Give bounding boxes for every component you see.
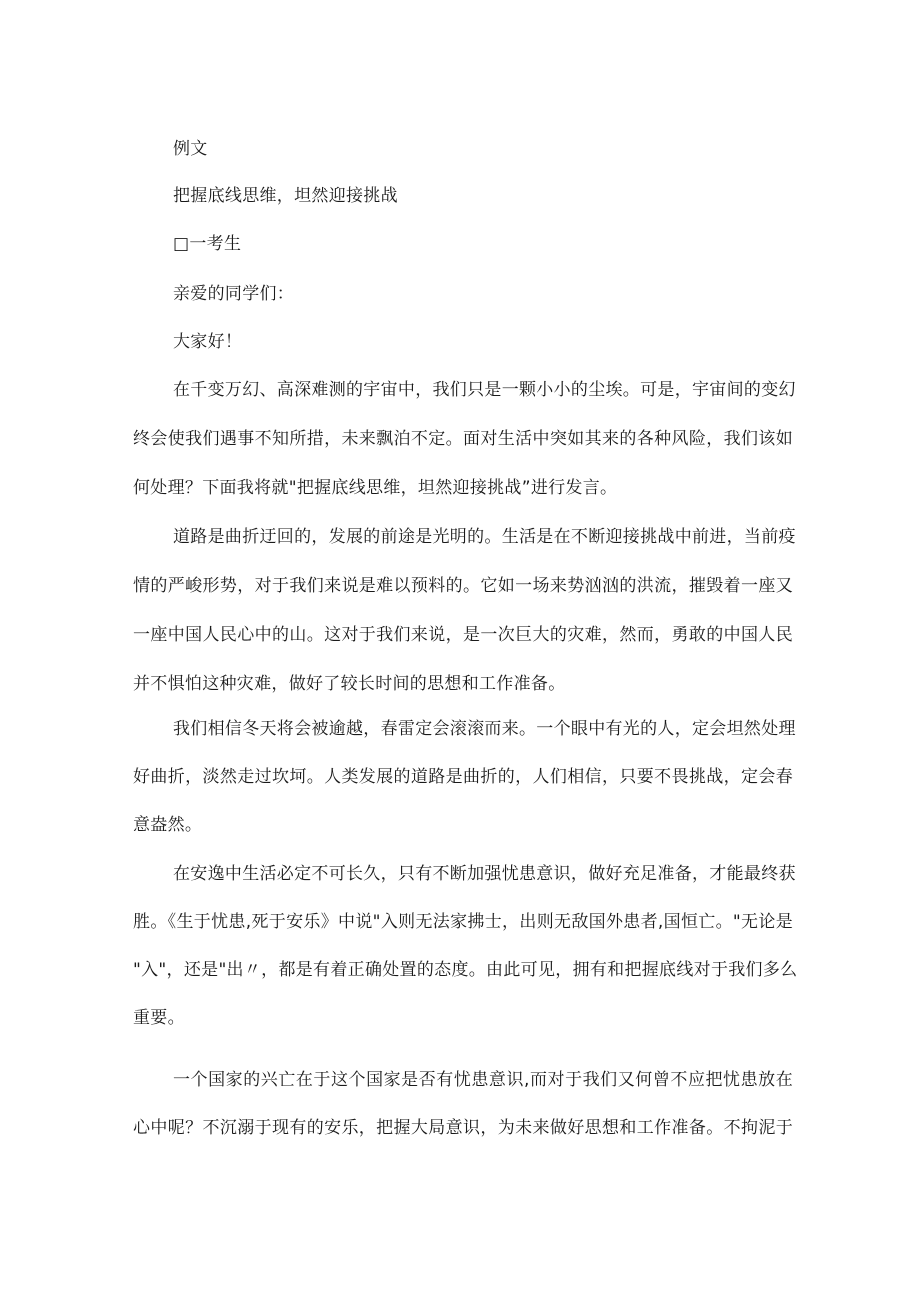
paragraph-2-line-2: 情的严峻形势，对于我们来说是难以预料的。它如一场来势汹汹的洪流，摧毁着一座又 [133, 576, 793, 596]
paragraph-3-line-2: 好曲折，淡然走过坎坷。人类发展的道路是曲折的，人们相信，只要不畏挑战，定会春 [133, 767, 793, 787]
paragraph-1-line-2: 终会使我们遇事不知所措，未来飘泊不定。面对生活中突如其来的各种风险，我们该如 [133, 429, 793, 449]
paragraph-2-line-3: 一座中国人民心中的山。这对于我们来说，是一次巨大的灾难，然而，勇敢的中国人民 [133, 625, 793, 645]
paragraph-4-line-4: 重要。 [133, 1008, 185, 1028]
salutation-hello: 大家好！ [173, 332, 243, 352]
paragraph-2-line-1: 道路是曲折迂回的，发展的前途是光明的。生活是在不断迎接挑战中前进，当前疫 [173, 527, 796, 547]
paragraph-1-line-1: 在千变万幻、高深难测的宇宙中，我们只是一颗小小的尘埃。可是，宇宙间的变幻 [173, 380, 796, 400]
paragraph-4-line-1: 在安逸中生活必定不可长久，只有不断加强忧患意识，做好充足准备，才能最终获 [173, 864, 796, 884]
paragraph-3-line-3: 意盎然。 [133, 815, 203, 835]
paragraph-4-line-2: 胜。《生于忧患,死于安乐》中说"入则无法家拂士，出则无敌国外患者,国恒亡。"无论是 [133, 912, 793, 932]
author-line: □一考生 [173, 234, 242, 254]
salutation-greeting: 亲爱的同学们： [173, 284, 295, 304]
section-label: 例文 [173, 139, 208, 159]
paragraph-2-line-4: 并不惧怕这种灾难，做好了较长时间的思想和工作准备。 [133, 674, 566, 694]
paragraph-4-line-3: "入"，还是"出〃，都是有着正确处置的态度。由此可见，拥有和把握底线对于我们多么 [133, 960, 798, 980]
paragraph-5-line-1: 一个国家的兴亡在于这个国家是否有忧患意识,而对于我们又何曾不应把忧患放在 [173, 1070, 793, 1090]
paragraph-5-line-2: 心中呢？不沉溺于现有的安乐，把握大局意识，为未来做好思想和工作准备。不拘泥于 [133, 1118, 793, 1138]
essay-title: 把握底线思维，坦然迎接挑战 [173, 186, 398, 206]
paragraph-3-line-1: 我们相信冬天将会被逾越，春雷定会滚滚而来。一个眼中有光的人，定会坦然处理 [173, 719, 796, 739]
paragraph-1-line-3: 何处理？下面我将就"把握底线思维，坦然迎接挑战”进行发言。 [133, 478, 618, 498]
